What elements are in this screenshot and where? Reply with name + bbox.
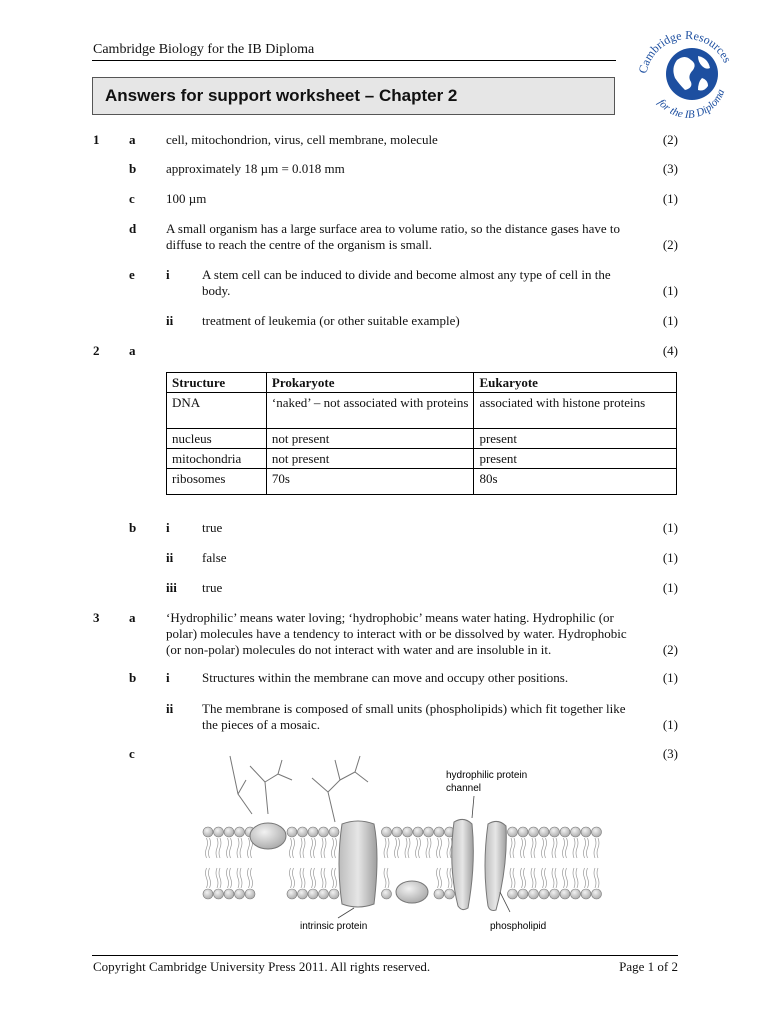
q2biii-label: iii <box>166 580 177 595</box>
phospholipid-head <box>298 827 308 837</box>
label-phospholipid: phospholipid <box>490 921 547 932</box>
phospholipid-tail <box>426 838 431 858</box>
phospholipid-head <box>539 889 549 899</box>
table-cell: ribosomes <box>167 469 267 495</box>
title-box <box>92 77 615 115</box>
phospholipid-tail <box>216 868 221 888</box>
phospholipid-tail <box>227 838 232 858</box>
phospholipid-head <box>592 827 602 837</box>
q1a-mark: (2) <box>662 132 678 147</box>
phospholipid-head <box>235 827 245 837</box>
phospholipid-tail <box>563 868 568 888</box>
phospholipid-tail <box>542 838 547 858</box>
phospholipid-head <box>445 889 455 899</box>
phospholipid-tail <box>384 838 389 858</box>
q1ei-text-line1: A stem cell can be induced to divide and become almost any type of cell in the <box>202 267 611 282</box>
phospholipid-tail <box>573 838 578 858</box>
phospholipid-head <box>424 827 434 837</box>
phospholipid-tail <box>206 868 211 888</box>
phospholipid-tail <box>531 868 536 888</box>
channel-protein-right <box>485 821 506 910</box>
q1eii-label: ii <box>166 313 174 328</box>
q1eii-mark: (1) <box>662 313 678 328</box>
phospholipid-head <box>287 889 297 899</box>
phospholipid-head <box>329 827 339 837</box>
phospholipid-tail <box>584 868 589 888</box>
q2bii-text: false <box>202 550 227 565</box>
logo-text-bottom: for the IB Diploma <box>655 87 728 121</box>
phospholipid-tail <box>573 868 578 888</box>
phospholipid-tail <box>227 868 232 888</box>
phospholipid-head <box>382 827 392 837</box>
phospholipid-tail <box>437 868 442 888</box>
q3c-mark: (3) <box>662 746 678 761</box>
phospholipid-tail <box>290 868 295 888</box>
structure-table <box>166 372 677 495</box>
q1d-text-line2: diffuse to reach the centre of the organism is small. <box>166 237 432 252</box>
phospholipid-head <box>434 827 444 837</box>
table-cell: present <box>474 429 677 449</box>
phospholipid-tail <box>300 838 305 858</box>
phospholipid-head <box>308 827 318 837</box>
phospholipid-tail <box>510 868 515 888</box>
q2biii-text: true <box>202 580 223 595</box>
phospholipid-tail <box>542 868 547 888</box>
table-cell: 80s <box>474 469 677 495</box>
phospholipid-head <box>319 827 329 837</box>
q1d-text-line1: A small organism has a large surface area to volume ratio, so the distance gases have to <box>166 221 621 236</box>
phospholipid-tail <box>584 838 589 858</box>
phospholipid-tail <box>521 838 526 858</box>
phospholipid-tail <box>521 868 526 888</box>
phospholipid-head <box>529 889 539 899</box>
phospholipid-head <box>403 827 413 837</box>
q1d-mark: (2) <box>662 237 678 252</box>
phospholipid-tail <box>447 838 452 858</box>
phospholipid-head <box>287 827 297 837</box>
q2bi-mark: (1) <box>662 520 678 535</box>
phospholipid-head <box>434 889 444 899</box>
intrinsic-protein <box>339 821 377 907</box>
table-header-cell: Structure <box>167 373 267 393</box>
label-channel-line1: hydrophilic protein <box>446 770 528 781</box>
logo-text-top: Cambridge Resources <box>635 27 735 75</box>
logo <box>632 22 742 132</box>
phospholipid-tail <box>290 838 295 858</box>
table-row <box>167 429 677 449</box>
q1-number: 1 <box>93 132 100 147</box>
phospholipid-head <box>329 889 339 899</box>
phospholipid-head <box>235 889 245 899</box>
phospholipid-head <box>550 889 560 899</box>
phospholipid-head <box>539 827 549 837</box>
phospholipid-tail <box>300 868 305 888</box>
q1b-text: approximately 18 µm = 0.018 mm <box>166 161 345 176</box>
phospholipid-head <box>245 889 255 899</box>
phospholipid-head <box>392 827 402 837</box>
phospholipid-head <box>224 889 234 899</box>
phospholipid-tail <box>237 868 242 888</box>
membrane-diagram <box>190 752 620 932</box>
q2a-label: a <box>129 343 136 358</box>
phospholipid-head <box>508 889 518 899</box>
q1a-text: cell, mitochondrion, virus, cell membrane, molecule <box>166 132 438 147</box>
page-title: Answers for support worksheet – Chapter 2 <box>105 86 458 105</box>
q2bi-text: true <box>202 520 223 535</box>
phospholipid-head <box>571 827 581 837</box>
q3bii-text-line2: the pieces of a mosaic. <box>202 717 321 732</box>
q3c-label: c <box>129 746 135 761</box>
q3a-label: a <box>129 610 136 625</box>
globe-icon <box>666 48 718 100</box>
phospholipid-head <box>214 827 224 837</box>
phospholipid-head <box>571 889 581 899</box>
q3a-text-line2: polar) molecules have a tendency to interact with or be dissolved by water. Hydrophobic <box>166 626 627 641</box>
table-cell: 70s <box>266 469 474 495</box>
q1b-mark: (3) <box>662 161 678 176</box>
phospholipid-tail <box>552 838 557 858</box>
phospholipid-head <box>203 889 213 899</box>
phospholipid-tail <box>311 868 316 888</box>
phospholipid-head <box>529 827 539 837</box>
phospholipid-tail <box>332 868 337 888</box>
phospholipid-tail <box>531 838 536 858</box>
table-cell: associated with histone proteins <box>474 393 677 429</box>
table-header-cell: Eukaryote <box>474 373 677 393</box>
q2biii-mark: (1) <box>662 580 678 595</box>
header-course: Cambridge Biology for the IB Diploma <box>93 42 315 57</box>
phospholipid-head <box>592 889 602 899</box>
table-row <box>167 469 677 495</box>
phospholipid-head <box>518 889 528 899</box>
table-row <box>167 449 677 469</box>
q1eii-text: treatment of leukemia (or other suitable example) <box>202 313 460 328</box>
q2a-mark: (4) <box>662 343 678 358</box>
q3bii-mark: (1) <box>662 717 678 732</box>
phospholipid-tail <box>248 868 253 888</box>
q1d-label: d <box>129 221 137 236</box>
glycoprotein <box>250 823 286 849</box>
q3a-text-line1: ‘Hydrophilic’ means water loving; ‘hydrophobic’ means water hating. Hydrophilic (or <box>166 610 614 625</box>
phospholipid-head <box>560 827 570 837</box>
q2bii-label: ii <box>166 550 174 565</box>
phospholipid-head <box>382 889 392 899</box>
table-cell: not present <box>266 449 474 469</box>
phospholipid-head <box>298 889 308 899</box>
phospholipid-head <box>203 827 213 837</box>
q1e-label: e <box>129 267 135 282</box>
phospholipid-tail <box>311 838 316 858</box>
table-cell: DNA <box>167 393 267 429</box>
carbohydrate-chain <box>230 756 368 822</box>
q3-number: 3 <box>93 610 100 625</box>
phospholipid-tail <box>321 868 326 888</box>
channel-protein-left <box>452 819 474 909</box>
phospholipid-tail <box>216 838 221 858</box>
q2bi-label: i <box>166 520 170 535</box>
peripheral-protein <box>396 881 428 903</box>
phospholipid-head <box>508 827 518 837</box>
q3bii-label: ii <box>166 701 174 716</box>
phospholipid-head <box>581 889 591 899</box>
phospholipid-head <box>224 827 234 837</box>
table-cell: not present <box>266 429 474 449</box>
footer-page-number: Page 1 of 2 <box>619 959 678 974</box>
table-header-cell: Prokaryote <box>266 373 474 393</box>
q2-number: 2 <box>93 343 100 358</box>
header-rule <box>92 60 616 61</box>
phospholipid-head <box>214 889 224 899</box>
q3bi-label: i <box>166 670 170 685</box>
q1c-mark: (1) <box>662 191 678 206</box>
phospholipid-head <box>319 889 329 899</box>
phospholipid-tail <box>563 838 568 858</box>
q1ei-label: i <box>166 267 170 282</box>
q3bi-mark: (1) <box>662 670 678 685</box>
phospholipid-tail <box>416 838 421 858</box>
q3bi-text: Structures within the membrane can move and occupy other positions. <box>202 670 569 685</box>
phospholipid-tail <box>510 838 515 858</box>
phospholipid-tail <box>594 838 599 858</box>
label-intrinsic-protein: intrinsic protein <box>300 921 368 932</box>
table-row <box>167 393 677 429</box>
footer-copyright: Copyright Cambridge University Press 2011. All rights reserved. <box>93 959 431 974</box>
label-channel-line2: channel <box>446 783 482 794</box>
phospholipid-tail <box>332 838 337 858</box>
q1a-label: a <box>129 132 136 147</box>
phospholipid-tail <box>395 838 400 858</box>
q1b-label: b <box>129 161 137 176</box>
table-cell: nucleus <box>167 429 267 449</box>
q3a-mark: (2) <box>662 642 678 657</box>
phospholipid-tail <box>405 838 410 858</box>
phospholipid-head <box>550 827 560 837</box>
q1ei-mark: (1) <box>662 283 678 298</box>
q1ei-text-line2: body. <box>202 283 231 298</box>
q3a-text-line3: (or non-polar) molecules do not interact with water and are insoluble in it. <box>166 642 552 657</box>
table-header-row <box>167 373 677 393</box>
phospholipid-tail <box>447 868 452 888</box>
q2b-label: b <box>129 520 137 535</box>
phospholipid-head <box>413 827 423 837</box>
phospholipid-head <box>518 827 528 837</box>
phospholipid-head <box>308 889 318 899</box>
table-cell: mitochondria <box>167 449 267 469</box>
phospholipid-tail <box>206 838 211 858</box>
q1c-text: 100 µm <box>166 191 207 206</box>
phospholipid-tail <box>552 868 557 888</box>
q3b-label: b <box>129 670 137 685</box>
phospholipid-tail <box>237 838 242 858</box>
table-cell: ‘naked’ – not associated with proteins <box>266 393 474 429</box>
q3bii-text-line1: The membrane is composed of small units (phospholipids) which fit together like <box>202 701 626 716</box>
phospholipid-tail <box>321 838 326 858</box>
table-cell: present <box>474 449 677 469</box>
q1c-label: c <box>129 191 135 206</box>
phospholipid-tail <box>594 868 599 888</box>
q2bii-mark: (1) <box>662 550 678 565</box>
phospholipid-tail <box>437 838 442 858</box>
phospholipid-tail <box>384 868 389 888</box>
phospholipid-head <box>560 889 570 899</box>
footer-rule <box>92 955 678 956</box>
phospholipid-head <box>581 827 591 837</box>
